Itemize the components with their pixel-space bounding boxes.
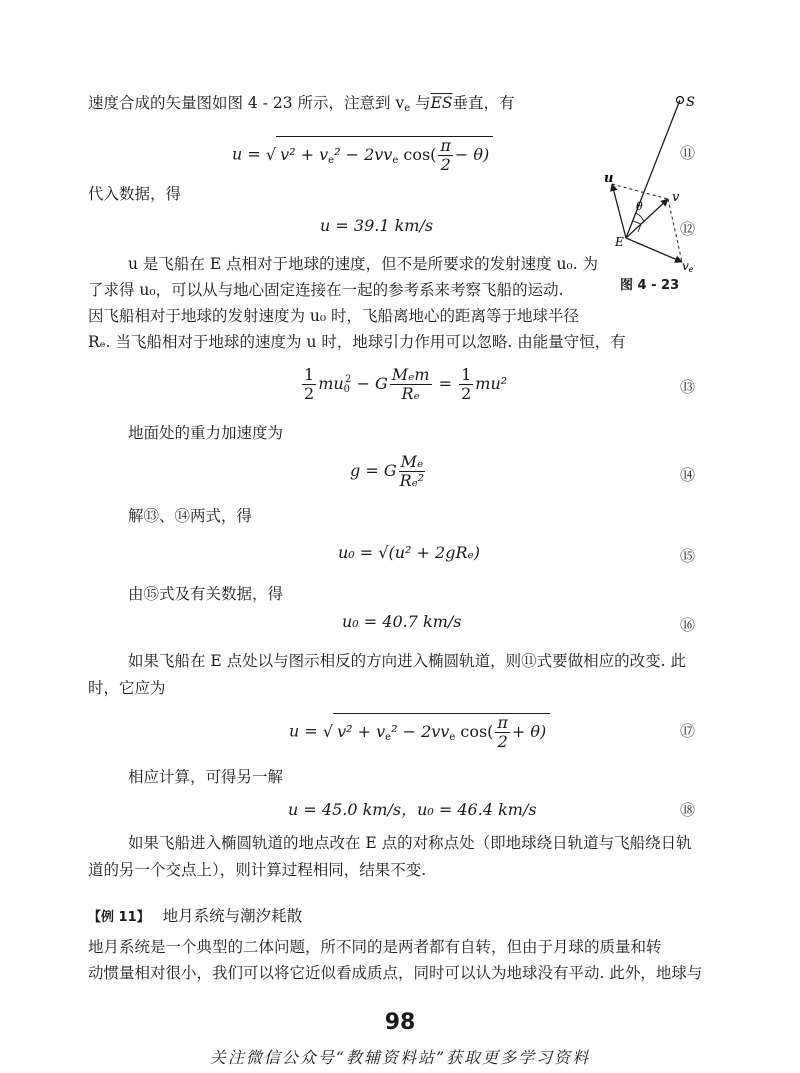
label-u: u (604, 171, 614, 186)
equation-number: ⑭ (680, 466, 696, 484)
paragraph-line: 解⑬、⑭两式，得 (128, 507, 253, 525)
equation-18: u = 45.0 km/s，u₀ = 46.4 km/s (288, 800, 537, 819)
paragraph-line: 如果飞船在 E 点处以与图示相反的方向进入椭圆轨道，则⑪式要做相应的改变. 此 (128, 652, 687, 670)
u-vector (612, 184, 626, 238)
label-s: S (686, 95, 695, 110)
dashed-line (668, 199, 682, 262)
equation-11: u = √ $v^2 + v_e^2 - 2vv_e$ cos( $\frac{\pi}{2}$ − θ) (232, 136, 493, 174)
equation-number: ⑱ (680, 801, 696, 819)
equation-number: ⑬ (680, 378, 696, 396)
paragraph-line: 代入数据，得 (88, 185, 182, 203)
paragraph-line: u 是飞船在 E 点相对于地球的速度，但不是所要求的发射速度 u₀. 为 (128, 255, 599, 273)
equation-12: u = 39.1 km/s (320, 216, 434, 235)
figure-caption: 图 4 - 23 (620, 278, 680, 293)
equation-number: ⑫ (680, 220, 696, 238)
paragraph-line: 因飞船相对于地球的发射速度为 u₀ 时，飞船离地心的距离等于地球半径 (88, 307, 580, 325)
equation-number: ⑪ (680, 144, 696, 162)
label-theta: θ (636, 200, 643, 213)
label-v: v (672, 190, 680, 205)
paragraph-line: 道的另一个交点上），则计算过程相同，结果不变. (88, 861, 427, 879)
equation-number: ⑰ (680, 722, 696, 740)
paragraph-line: 相应计算，可得另一解 (128, 768, 284, 786)
equation-number: ⑮ (680, 547, 696, 565)
paragraph-line: 由⑮式及有关数据，得 (128, 585, 284, 603)
paragraph-line: Rₑ. 当飞船相对于地球的速度为 u 时，地球引力作用可以忽略. 由能量守恒，有 (88, 333, 626, 351)
paragraph-line: 如果飞船进入椭圆轨道的地点改在 E 点的对称点处（即地球绕日轨道与飞船绕日轨 (128, 834, 692, 852)
paragraph-line: 地面处的重力加速度为 (128, 424, 284, 442)
v-vector (626, 199, 668, 238)
paragraph-line: 动惯量相对很小，我们可以将它近似看成质点，同时可以认为地球没有平动. 此外，地球与 (88, 964, 703, 982)
label-ve: ve (682, 259, 694, 272)
equation-16: u₀ = 40.7 km/s (342, 612, 462, 631)
label-e: E (615, 235, 624, 249)
equation-14: g = G $\frac{\text{Mₑ}}{\text{Rₑ²}}$ (350, 452, 425, 490)
theta-arc (636, 213, 644, 222)
dashed-line (612, 184, 668, 199)
vector-diagram (598, 86, 708, 272)
paragraph-line: 时，它应为 (88, 679, 166, 697)
ve-vector (626, 238, 682, 262)
equation-17: u = √ $v^2 + v_e^2 - 2vv_e$ cos( $\frac{\pi}{2}$ + θ) (289, 713, 550, 751)
equation-15: u₀ = √(u² + 2gRₑ) (338, 543, 480, 562)
paragraph-line: 地月系统是一个典型的二体问题，所不同的是两者都有自转，但由于月球的质量和转 (88, 938, 662, 956)
footer-text: 关注微信公众号“教辅资料站”获取更多学习资料 (209, 1048, 591, 1067)
example-heading: 【例 11】 地月系统与潮汐耗散 (88, 907, 303, 925)
equation-13: $\frac{1}{2}$ $mu_0^2 - G$ $\frac{\text{Mₑm}}{\text{Rₑ}}$ = $\frac{1}{2}$ mu² (304, 365, 508, 403)
equation-number: ⑯ (680, 616, 696, 634)
paragraph-line: 了求得 u₀，可以从与地心固定连接在一起的参考系来考察飞船的运动. (88, 281, 564, 299)
page-number: 98 (384, 1010, 416, 1035)
paragraph-line: 速度合成的矢量图如图 4 - 23 所示，注意到 $v_e$ 与$\overline{ES}$垂直，有 (88, 94, 515, 114)
